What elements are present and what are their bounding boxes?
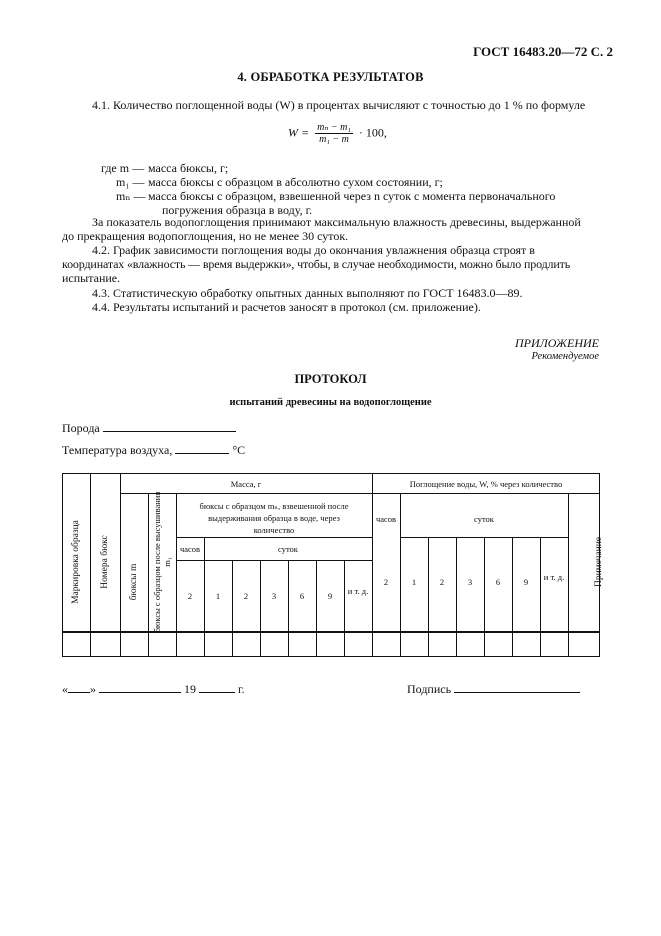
- signature-label: Подпись: [407, 682, 452, 696]
- table-rule: [456, 537, 457, 657]
- definition-symbol: где m —: [101, 161, 145, 175]
- paragraph-4-3: 4.3. Статистическую обработку опытных данных выполняют по ГОСТ 16483.0—89.: [92, 286, 523, 300]
- table-rule: [428, 537, 429, 657]
- table-rule: [372, 473, 373, 657]
- document-reference: ГОСТ 16483.20—72 С. 2: [473, 44, 613, 59]
- absorb-col-label: 3: [467, 577, 473, 587]
- date-field: [62, 682, 245, 697]
- month-blank[interactable]: [99, 682, 181, 693]
- table-rule: [204, 560, 205, 657]
- temperature-unit: °С: [232, 443, 246, 457]
- table-header-rule: [62, 631, 600, 633]
- protocol-title: ПРОТОКОЛ: [294, 372, 367, 386]
- table-rule: [176, 560, 372, 561]
- paragraph-4-2-line1: 4.2. График зависимости поглощения воды до окончания увлажнения образца строят в: [92, 243, 535, 257]
- table-rule: [484, 537, 485, 657]
- paragraph-index-line2: до прекращения водопоглощения, но не менее 30 суток.: [62, 229, 349, 243]
- definition-symbol: m₁ —: [116, 175, 145, 189]
- date-open-quote: «: [62, 682, 68, 696]
- temperature-label: Температура воздуха,: [62, 443, 173, 457]
- table-rule: [568, 493, 569, 657]
- protocol-table: [62, 473, 604, 657]
- paragraph-index-line1: За показатель водопоглощения принимают максимальную влажность древесины, выдержанной: [92, 215, 581, 229]
- absorb-days-header: суток: [474, 514, 494, 524]
- mass-col-label: 1: [215, 591, 221, 601]
- mass-hours-header: часов: [179, 544, 201, 554]
- year-prefix: 19: [184, 682, 196, 696]
- formula-numerator: mₙ − m₁: [317, 122, 351, 133]
- formula-rhs: · 100,: [358, 125, 387, 140]
- table-rule: [400, 537, 568, 538]
- absorb-col-label: 2: [439, 577, 445, 587]
- paragraph-4-2-line3: испытание.: [62, 271, 121, 285]
- formula-fraction: [315, 122, 353, 145]
- absorb-col-label: 9: [523, 577, 529, 587]
- absorb-col-label: 2: [383, 577, 389, 587]
- year-blank[interactable]: [199, 682, 235, 693]
- wet-mass-header-3: количество: [253, 525, 295, 535]
- table-rule: [148, 493, 149, 657]
- appendix-title: ПРИЛОЖЕНИЕ: [515, 336, 599, 350]
- table-rule: [288, 560, 289, 657]
- appendix-label: [515, 337, 599, 363]
- paragraph-4-4: 4.4. Результаты испытаний и расчетов заносят в протокол (см. приложение).: [92, 300, 481, 314]
- absorption-group-header: Поглощение воды, W, % через количество: [409, 479, 563, 489]
- table-rule: [90, 473, 91, 657]
- table-rule: [176, 537, 372, 538]
- breed-field: [62, 421, 236, 436]
- table-rule: [260, 560, 261, 657]
- table-rule: [120, 493, 600, 494]
- mass-col-label: 2: [187, 591, 193, 601]
- breed-label: Порода: [62, 421, 100, 435]
- temperature-field: [62, 443, 245, 458]
- table-rule: [540, 537, 541, 657]
- paragraph-4-2-line2: координатах «влажность — время выдержки», чтобы, в случае необходимости, можно было продлить: [62, 257, 571, 271]
- definition-text: погружения образца в воду, г.: [162, 203, 313, 217]
- wet-mass-header-1: бюксы с образцом mₙ, взвешенной после: [199, 501, 349, 511]
- bux-number-header: Номера бюкс: [100, 535, 110, 589]
- absorb-col-label: и т. д.: [543, 572, 565, 582]
- absorb-col-label: 6: [495, 577, 501, 587]
- signature-blank[interactable]: [454, 682, 580, 693]
- date-close-quote: »: [90, 682, 96, 696]
- mass-days-header: суток: [278, 544, 298, 554]
- table-rule: [120, 473, 121, 657]
- mass-group-header: Масса, г: [230, 479, 262, 489]
- paragraph-4-1: 4.1. Количество поглощенной воды (W) в процентах вычисляют с точностью до 1 % по формуле: [92, 98, 586, 112]
- year-suffix: г.: [238, 682, 245, 696]
- mass-col-label: 3: [271, 591, 277, 601]
- table-border-top: [62, 473, 600, 474]
- marking-header: Маркировка образца: [71, 520, 81, 604]
- table-rule: [344, 560, 345, 657]
- absorb-hours-header: часов: [375, 514, 397, 524]
- formula-lhs: W =: [288, 125, 310, 140]
- definition-text: масса бюксы, г;: [148, 161, 229, 175]
- mass-col-label: и т. д.: [347, 586, 369, 596]
- day-blank[interactable]: [68, 682, 90, 693]
- signature-field: [407, 682, 580, 697]
- temperature-blank[interactable]: [175, 443, 229, 454]
- protocol-subtitle: испытаний древесины на водопоглощение: [229, 397, 432, 408]
- definition-row: [101, 161, 144, 176]
- definition-symbol: mₙ —: [116, 189, 146, 203]
- water-formula: [288, 122, 387, 145]
- wet-mass-header-2: выдерживания образца в воде, через: [208, 513, 340, 523]
- table-rule: [232, 560, 233, 657]
- mass-col-label: 9: [327, 591, 333, 601]
- section-title: 4. ОБРАБОТКА РЕЗУЛЬТАТОВ: [237, 70, 424, 84]
- mass-col-label: 2: [243, 591, 249, 601]
- appendix-status: Рекомендуемое: [531, 351, 599, 362]
- table-border-left: [62, 473, 63, 657]
- table-rule: [316, 560, 317, 657]
- breed-blank[interactable]: [103, 421, 236, 432]
- absorb-col-label: 1: [411, 577, 417, 587]
- formula-denominator: m₁ − m: [319, 134, 349, 145]
- note-header: Примечание: [594, 536, 604, 588]
- table-rule: [512, 537, 513, 657]
- table-border-bottom: [62, 656, 600, 657]
- definition-text: масса бюксы с образцом в абсолютно сухом состоянии, г;: [148, 175, 443, 189]
- mass-col-label: 6: [299, 591, 305, 601]
- bux-mass-header: бюксы m: [129, 563, 139, 601]
- definition-text: масса бюксы с образцом, взвешенной через n суток с момента первоначального: [148, 189, 556, 203]
- dry-mass-header: бюксы с образцом после высушивания m₁: [152, 491, 172, 633]
